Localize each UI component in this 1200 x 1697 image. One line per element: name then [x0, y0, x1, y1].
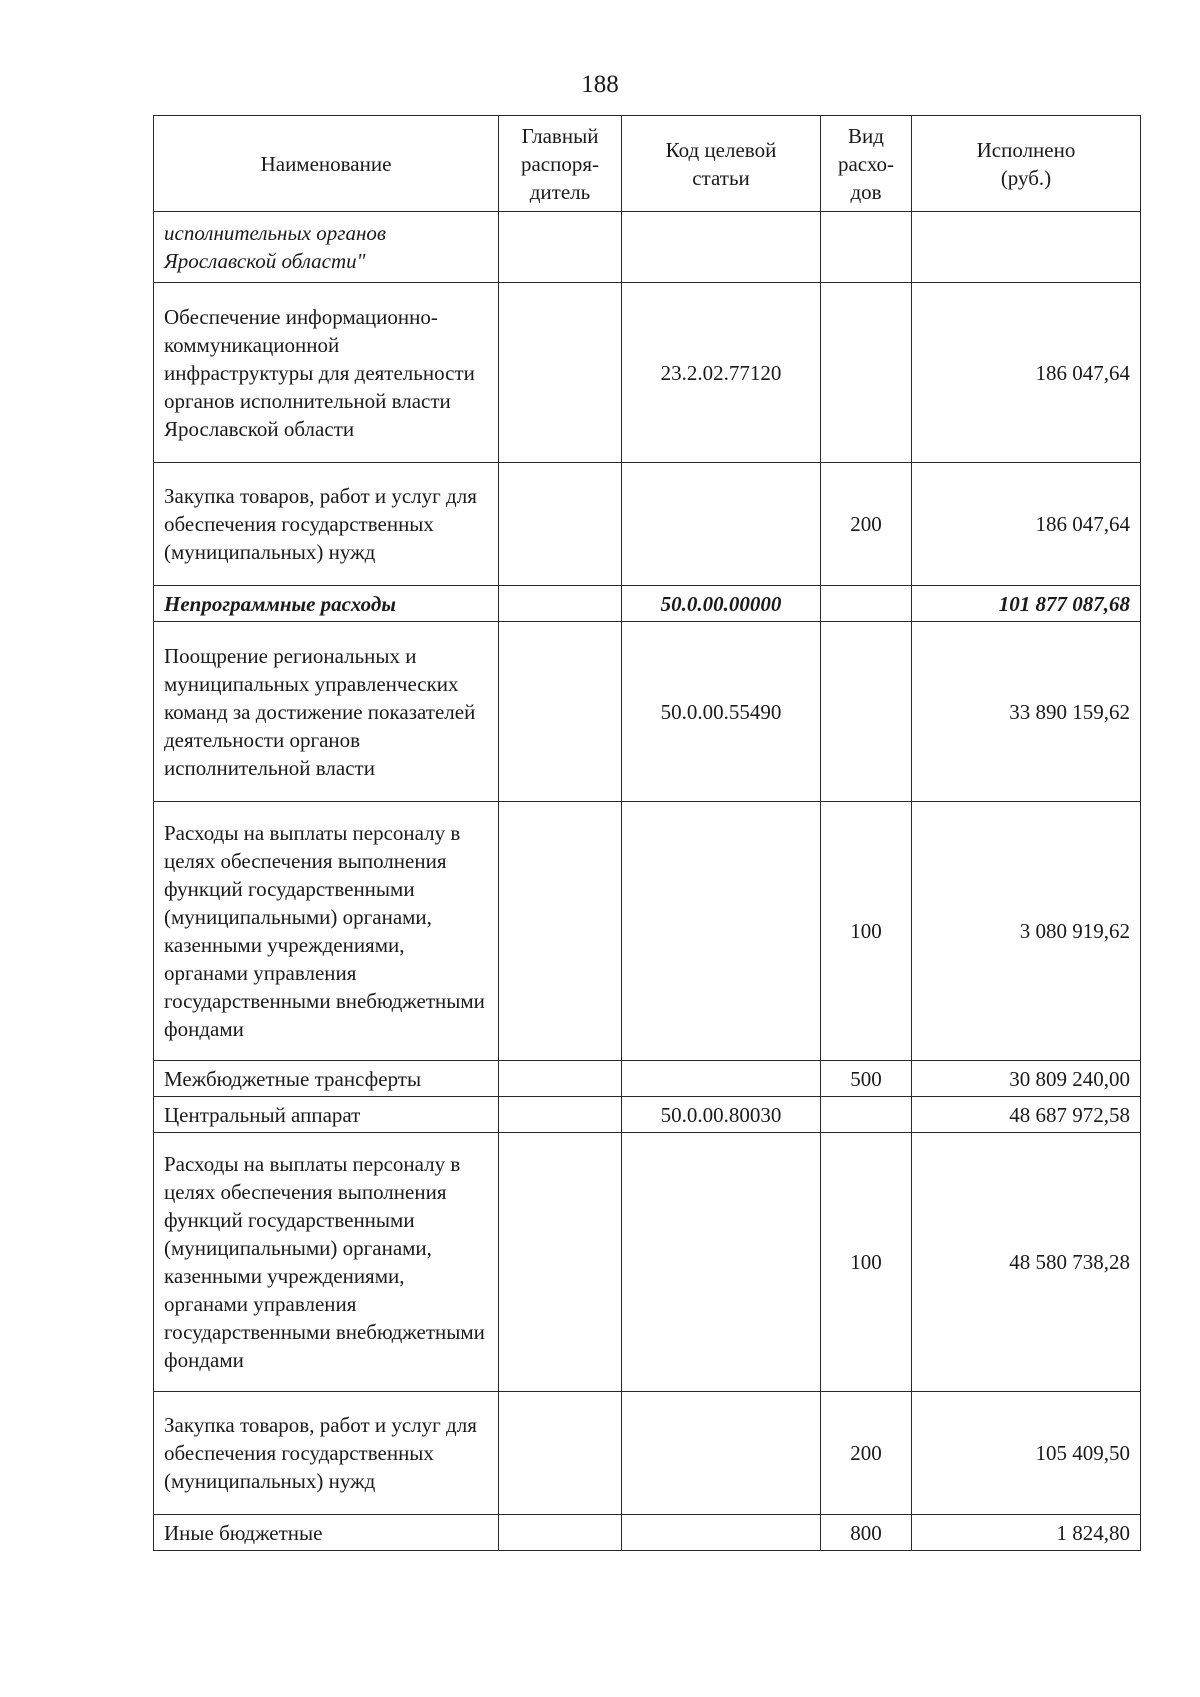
- row-amount: 48 580 738,28: [912, 1133, 1141, 1392]
- row-code: 50.0.00.55490: [622, 622, 821, 802]
- budget-table: [153, 115, 1141, 1551]
- row-kind: [821, 283, 912, 463]
- row-amount: [912, 212, 1141, 283]
- table-row: [154, 1515, 1141, 1551]
- table-row: [154, 1133, 1141, 1392]
- table-row: [154, 463, 1141, 586]
- header-name: Наименование: [154, 116, 499, 212]
- row-amount: 186 047,64: [912, 463, 1141, 586]
- row-manager: [499, 622, 622, 802]
- row-kind: [821, 586, 912, 622]
- row-amount: 48 687 972,58: [912, 1097, 1141, 1133]
- row-manager: [499, 212, 622, 283]
- row-manager: [499, 1515, 622, 1551]
- row-kind: 100: [821, 802, 912, 1061]
- row-code: [622, 802, 821, 1061]
- row-kind: 500: [821, 1061, 912, 1097]
- table-row: [154, 1061, 1141, 1097]
- table-row: [154, 802, 1141, 1061]
- row-code: [622, 1515, 821, 1551]
- row-code: [622, 463, 821, 586]
- row-manager: [499, 586, 622, 622]
- table-header-row: [154, 116, 1141, 212]
- page-number: 188: [581, 71, 619, 98]
- row-name: Межбюджетные трансферты: [154, 1061, 499, 1097]
- table-row: [154, 212, 1141, 283]
- row-name: Расходы на выплаты персоналу в целях обеспечения выполнения функций государственными (муниципальными) органами, казенными учреждениями, органами управления государственными внебюджетными фондами: [154, 1133, 499, 1392]
- row-amount: 3 080 919,62: [912, 802, 1141, 1061]
- header-kind: Вид расхо- дов: [821, 116, 912, 212]
- row-kind: 200: [821, 1392, 912, 1515]
- row-name: Поощрение региональных и муниципальных управленческих команд за достижение показателей деятельности органов исполнительной власти: [154, 622, 499, 802]
- row-amount: 33 890 159,62: [912, 622, 1141, 802]
- header-manager: Главный распоря- дитель: [499, 116, 622, 212]
- row-amount: 101 877 087,68: [912, 586, 1141, 622]
- table-row: [154, 1392, 1141, 1515]
- table-row: [154, 1097, 1141, 1133]
- row-manager: [499, 802, 622, 1061]
- row-name: Центральный аппарат: [154, 1097, 499, 1133]
- header-amount: Исполнено (руб.): [912, 116, 1141, 212]
- row-manager: [499, 1097, 622, 1133]
- row-manager: [499, 1392, 622, 1515]
- row-amount: 30 809 240,00: [912, 1061, 1141, 1097]
- row-amount: 1 824,80: [912, 1515, 1141, 1551]
- row-manager: [499, 1133, 622, 1392]
- row-manager: [499, 463, 622, 586]
- row-code: [622, 212, 821, 283]
- row-name: Закупка товаров, работ и услуг для обеспечения государственных (муниципальных) нужд: [154, 1392, 499, 1515]
- table-row: [154, 622, 1141, 802]
- row-kind: 200: [821, 463, 912, 586]
- row-name: Непрограммные расходы: [154, 586, 499, 622]
- row-name: Расходы на выплаты персоналу в целях обеспечения выполнения функций государственными (муниципальными) органами, казенными учреждениями, органами управления государственными внебюджетными фондами: [154, 802, 499, 1061]
- row-code: 50.0.00.00000: [622, 586, 821, 622]
- row-code: [622, 1133, 821, 1392]
- row-kind: [821, 1097, 912, 1133]
- table-row: [154, 586, 1141, 622]
- row-kind: [821, 212, 912, 283]
- row-name: исполнительных органов Ярославской области": [154, 212, 499, 283]
- row-manager: [499, 1061, 622, 1097]
- row-name: Иные бюджетные: [154, 1515, 499, 1551]
- row-kind: 100: [821, 1133, 912, 1392]
- row-code: 23.2.02.77120: [622, 283, 821, 463]
- row-kind: 800: [821, 1515, 912, 1551]
- row-code: 50.0.00.80030: [622, 1097, 821, 1133]
- row-amount: 186 047,64: [912, 283, 1141, 463]
- row-kind: [821, 622, 912, 802]
- row-code: [622, 1392, 821, 1515]
- table-row: [154, 283, 1141, 463]
- row-manager: [499, 283, 622, 463]
- row-amount: 105 409,50: [912, 1392, 1141, 1515]
- row-name: Закупка товаров, работ и услуг для обеспечения государственных (муниципальных) нужд: [154, 463, 499, 586]
- row-name: Обеспечение информационно-коммуникационной инфраструктуры для деятельности органов исполнительной власти Ярославской области: [154, 283, 499, 463]
- header-code: Код целевой статьи: [622, 116, 821, 212]
- row-code: [622, 1061, 821, 1097]
